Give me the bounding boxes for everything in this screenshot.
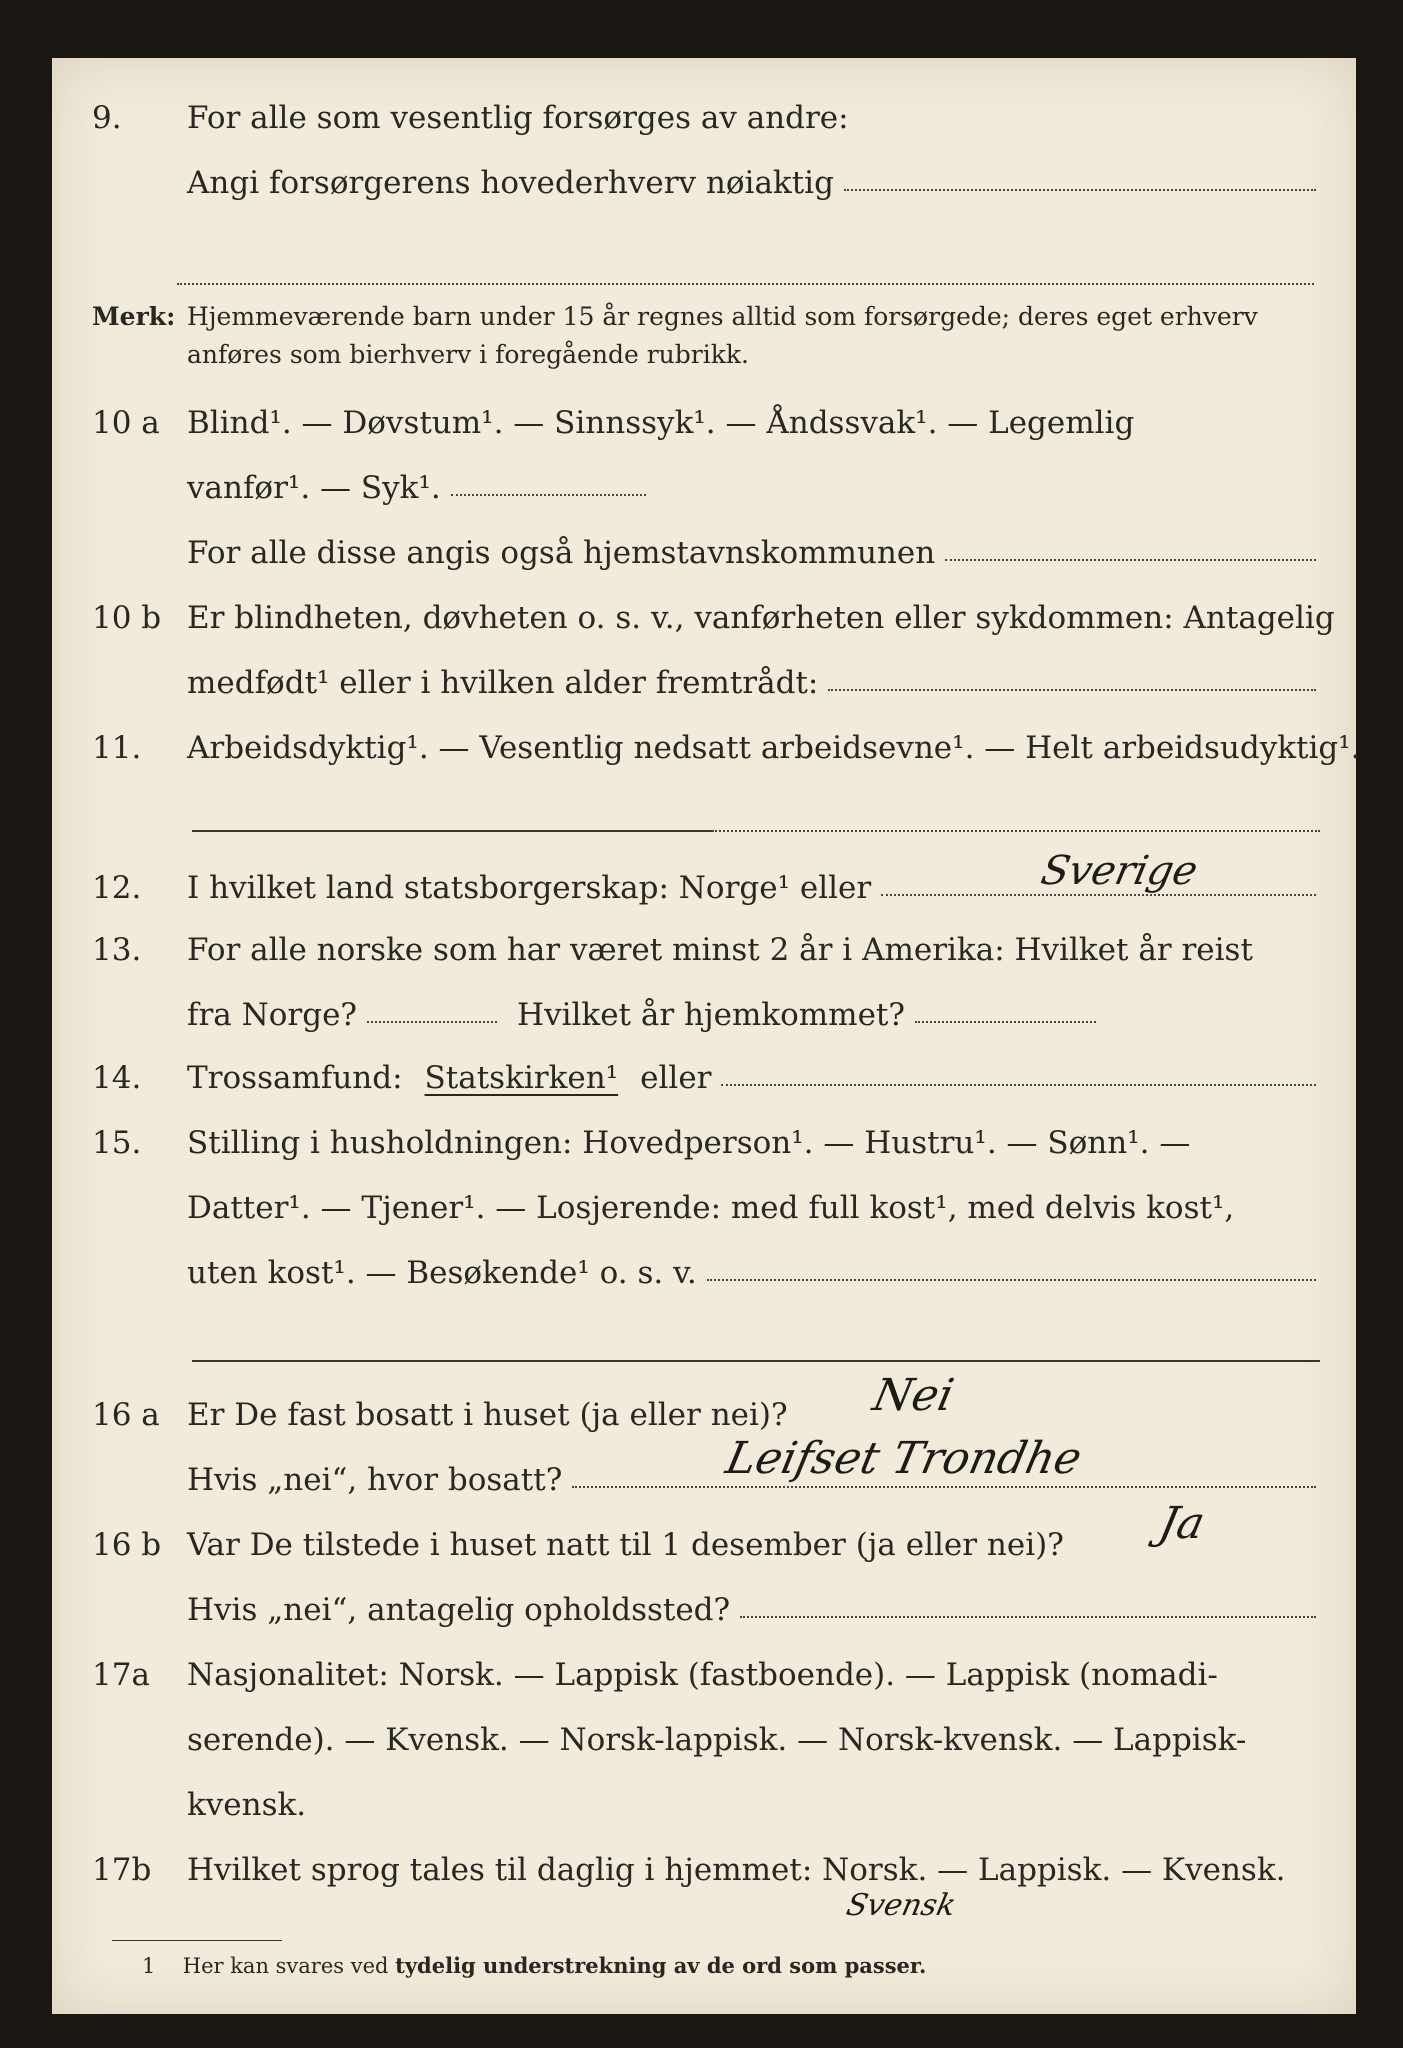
q15-text-3: uten kost¹. — Besøkende¹ o. s. v. [187, 1255, 697, 1291]
q16b-handwritten-answer: Ja [1154, 1498, 1210, 1549]
q17a-text-2: serende). — Kvensk. — Norsk-lappisk. — Norsk-kvensk. — Lappisk- [187, 1722, 1247, 1758]
q13-text-2a: fra Norge? [187, 997, 358, 1033]
q10b-number: 10 b [92, 600, 162, 636]
q17b-handwritten-answer: Svensk [843, 1888, 959, 1923]
q10b-text-1: Er blindheten, døvheten o. s. v., vanførheten eller sykdommen: Antagelig [187, 600, 1335, 636]
q10a-row-1 [52, 393, 1356, 453]
q14-number: 14. [92, 1060, 142, 1096]
q15-text-2: Datter¹. — Tjener¹. — Losjerende: med full kost¹, med delvis kost¹, [187, 1190, 1235, 1226]
q10a-hometown-line[interactable] [945, 559, 1316, 561]
q16a-handwritten-answer-2: Leifset Trondhe [721, 1433, 1087, 1484]
q12-text: I hvilket land statsborgerskap: Norge¹ eller [187, 870, 872, 906]
merk-text-2: anføres som bierhverv i foregående rubrikk. [187, 340, 749, 369]
q16a-handwritten-answer-1: Nei [868, 1370, 959, 1421]
q16a-text-2: Hvis „nei“, hvor bosatt? [187, 1462, 563, 1498]
q11-row [52, 718, 1361, 778]
q16a-text-1: Er De fast bosatt i huset (ja eller nei)? [187, 1397, 788, 1433]
q15-row-3 [52, 1243, 1356, 1303]
q12-answer-line[interactable] [881, 894, 1316, 896]
q12-number: 12. [92, 870, 142, 906]
q16b-answer-line[interactable] [740, 1616, 1316, 1618]
q16b-row-2 [52, 1580, 1356, 1640]
q14-row [52, 1048, 1356, 1108]
footnote-text-b: tydelig understrekning av de ord som passer. [395, 1953, 927, 1978]
q10b-text-2: medfødt¹ eller i hvilken alder fremtrådt: [187, 665, 819, 701]
q12-handwritten-answer: Sverige [1037, 848, 1202, 894]
q17a-row-1 [52, 1645, 1356, 1705]
q13-text-2b: Hvilket år hjemkommet? [517, 997, 906, 1033]
q13-left-year-line[interactable] [367, 1021, 497, 1023]
q15-answer-line[interactable] [707, 1279, 1316, 1281]
q10b-row-1 [52, 588, 1356, 648]
q14-text-b-underlined: Statskirken¹ [424, 1060, 619, 1096]
q10a-text-2: vanfør¹. — Syk¹. [187, 470, 441, 506]
q17a-row-3 [52, 1775, 1356, 1835]
footnote-text-a: Her kan svares ved [182, 1954, 389, 1978]
merk-note [92, 298, 1258, 374]
q15-text-1: Stilling i husholdningen: Hovedperson¹. — Hustru¹. — Sønn¹. — [187, 1125, 1191, 1161]
q11-text: Arbeidsdyktig¹. — Vesentlig nedsatt arbeidsevne¹. — Helt arbeidsudyktig¹. [187, 730, 1361, 766]
merk-label: Merk: [92, 302, 176, 331]
q10a-row-2 [52, 458, 1356, 518]
q15-row-1 [52, 1113, 1356, 1173]
q16b-text-2: Hvis „nei“, antagelig opholdssted? [187, 1592, 731, 1628]
q10a-text-1: Blind¹. — Døvstum¹. — Sinnssyk¹. — Åndssvak¹. — Legemlig [187, 405, 1135, 441]
q17b-number: 17b [92, 1852, 152, 1888]
q9-text-1: For alle som vesentlig forsørges av andre: [187, 100, 849, 136]
q9-row-2 [52, 153, 1356, 213]
q13-row-2 [52, 985, 1356, 1045]
q10b-answer-line[interactable] [828, 689, 1316, 691]
q9-row-1 [52, 88, 1356, 148]
q9-text-2: Angi forsørgerens hovederhverv nøiaktig [187, 165, 834, 201]
q15-answer-rule[interactable] [192, 1360, 1320, 1362]
q14-text-c: eller [640, 1060, 712, 1096]
q9-answer-line[interactable] [844, 189, 1316, 191]
q9-number: 9. [92, 100, 122, 136]
q15-row-2 [52, 1178, 1356, 1238]
q16b-text-1: Var De tilstede i huset natt til 1 desember (ja eller nei)? [187, 1527, 1064, 1563]
q10a-number: 10 a [92, 405, 160, 441]
q16a-row-1 [52, 1385, 1356, 1445]
q16b-number: 16 b [92, 1527, 162, 1563]
q13-return-year-line[interactable] [915, 1021, 1096, 1023]
q16a-row-2 [52, 1450, 1356, 1510]
q17a-text-1: Nasjonalitet: Norsk. — Lappisk (fastboende). — Lappisk (nomadi- [187, 1657, 1218, 1693]
footnote-mark: 1 [142, 1954, 156, 1978]
q17a-text-3: kvensk. [187, 1787, 307, 1823]
q17a-number: 17a [92, 1657, 150, 1693]
q13-row-1 [52, 920, 1356, 980]
footnote [142, 1953, 926, 1978]
q17a-row-2 [52, 1710, 1356, 1770]
q11-number: 11. [92, 730, 142, 766]
q11-answer-rule[interactable] [192, 830, 712, 832]
q11-answer-dots[interactable] [712, 830, 1320, 832]
q14-answer-line[interactable] [721, 1084, 1316, 1086]
q10a-row-3 [52, 523, 1356, 583]
q15-number: 15. [92, 1125, 142, 1161]
q16a-answer-line[interactable] [572, 1486, 1316, 1488]
census-form-page [52, 58, 1361, 2014]
q13-text-1: For alle norske som har været minst 2 år i Amerika: Hvilket år reist [187, 932, 1253, 968]
q10a-answer-line[interactable] [451, 494, 646, 496]
q17b-row [52, 1840, 1356, 1900]
q13-number: 13. [92, 932, 142, 968]
merk-text-1: Hjemmeværende barn under 15 år regnes alltid som forsørgede; deres eget erhverv [187, 302, 1258, 331]
q16a-number: 16 a [92, 1397, 160, 1433]
q17b-text: Hvilket sprog tales til daglig i hjemmet: Norsk. — Lappisk. — Kvensk. [187, 1852, 1286, 1888]
q10b-row-2 [52, 653, 1356, 713]
q9-answer-line-2[interactable] [177, 283, 1314, 285]
footnote-rule [112, 1940, 282, 1941]
q14-text-a: Trossamfund: [187, 1060, 403, 1096]
q10a-text-3: For alle disse angis også hjemstavnskommunen [187, 535, 936, 571]
